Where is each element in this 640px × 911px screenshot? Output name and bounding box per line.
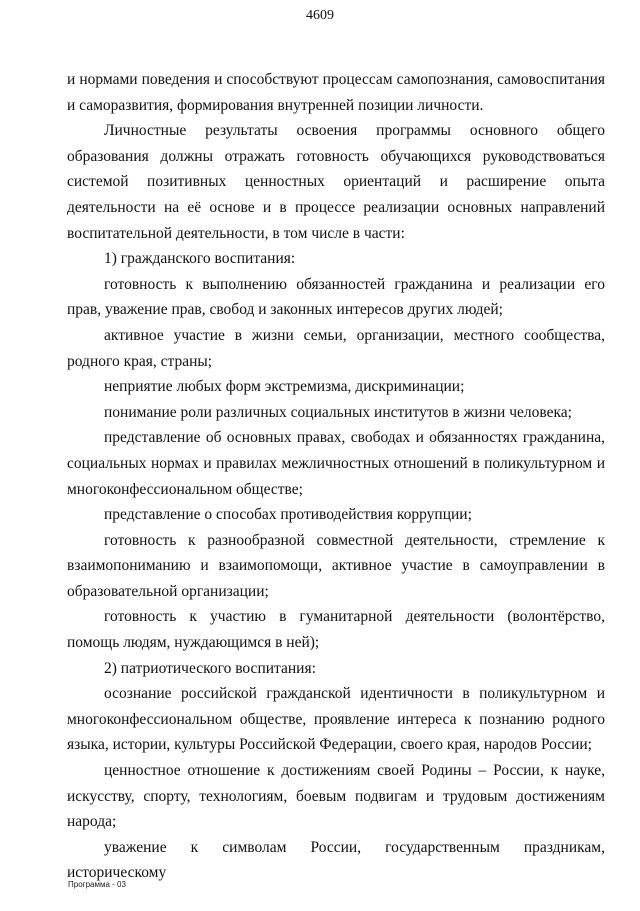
paragraph-continuation: и нормами поведения и способствуют процессам самопознания, самовоспитания и саморазвития, формирования внутренней позиции личности. — [67, 71, 605, 114]
paragraph-active-participation: активное участие в жизни семьи, организации, местного сообщества, родного края, страны; — [67, 326, 605, 370]
page-number: 4609 — [306, 8, 334, 23]
paragraph-social-institutions: понимание роли различных социальных институтов в жизни человека; — [104, 403, 572, 421]
heading-patriotic-education: 2) патриотического воспитания: — [104, 659, 316, 677]
paragraph-joint-activity: готовность к разнообразной совместной деятельности, стремление к взаимопониманию и взаимопомощи, активное участие в самоуправлении в образовательной организации; — [67, 531, 605, 600]
paragraph-civic-identity: осознание российской гражданской идентичности в поликультурном и многоконфессиональном обществе, проявление интереса к познанию родного языка, истории, культуры Российской Федерации, своего края, народов России; — [67, 685, 605, 754]
paragraph-personal-results: Личностные результаты освоения программы основного общего образования должны отражать готовность обучающихся руководствоваться системой позитивных ценностных ориентаций и расширение опыта деятельности на её основе и в процессе реализации основных направлений воспитательной деятельности, в том числе в части: — [67, 122, 605, 242]
paragraph-symbols: уважение к символам России, государственным праздникам, историческому — [67, 838, 605, 882]
paragraph-civic-duties: готовность к выполнению обязанностей гражданина и реализации его прав, уважение прав, свобод и законных интересов других людей; — [67, 275, 605, 319]
paragraph-anti-corruption: представление о способах противодействия коррупции; — [104, 506, 472, 524]
body-text — [67, 67, 605, 886]
paragraph-achievements: ценностное отношение к достижениям своей Родины – России, к науке, искусству, спорту, технологиям, боевым подвигам и трудовым достижениям народа; — [67, 762, 605, 831]
paragraph-rights-and-norms: представление об основных правах, свободах и обязанностях гражданина, социальных нормах и правилах межличностных отношений в поликультурном и многоконфессиональном обществе; — [67, 429, 605, 498]
footer-program-label: Программа - 03 — [68, 880, 126, 889]
paragraph-volunteering: готовность к участию в гуманитарной деятельности (волонтёрство, помощь людям, нуждающимся в ней); — [67, 608, 605, 652]
paragraph-extremism: неприятие любых форм экстремизма, дискриминации; — [104, 378, 465, 396]
heading-civic-education: 1) гражданского воспитания: — [104, 250, 296, 268]
